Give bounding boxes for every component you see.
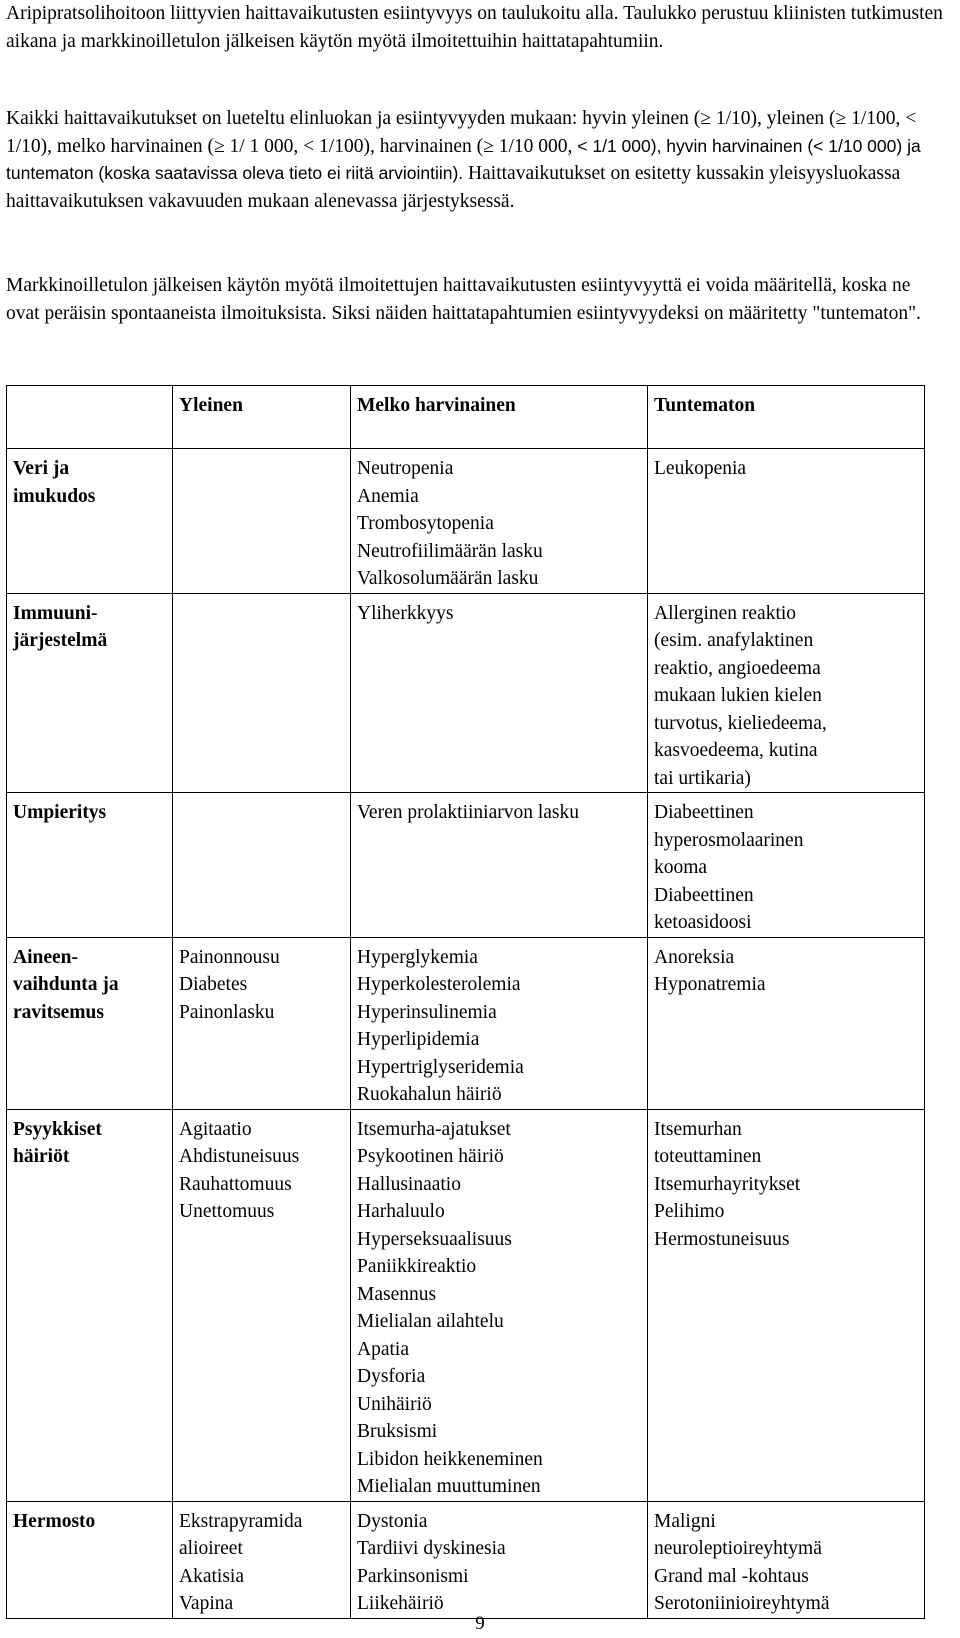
frequency-definitions: Kaikki haittavaikutukset on lueteltu elinluokan ja esiintyvyyden mukaan: hyvin yleinen (≥ 1/10), yleinen (≥ 1/100, < 1/10), melko harvinainen (≥ 1/ 1 000, < 1/100), harvinainen (≥ 1/10 000, <box>6 108 917 157</box>
table-row <box>7 1109 925 1501</box>
organ-class-label: Immuuni- <box>13 602 98 624</box>
reaction-item: Hyponatremia <box>654 974 766 995</box>
table-header-row <box>7 386 925 449</box>
frequency-definitions-continued: < 1/1 000), hyvin harvinainen (< 1/10 000) ja tuntematon (koska saatavissa oleva tieto ei riitä arviointiin). <box>6 135 921 183</box>
adverse-reactions-table <box>6 385 925 1619</box>
header-uncommon: Melko harvinainen <box>351 386 648 449</box>
reaction-item: Dysforia <box>357 1366 426 1387</box>
organ-class-cell <box>7 593 173 793</box>
reaction-item: Psykootinen häiriö <box>357 1146 504 1167</box>
organ-class-label: ravitsemus <box>13 1001 104 1023</box>
reaction-item: Masennus <box>357 1283 437 1305</box>
reaction-item: Diabeettinen <box>654 884 754 906</box>
common-cell <box>173 593 351 793</box>
reaction-item: Diabetes <box>179 974 248 995</box>
page-number: 9 <box>475 1613 485 1634</box>
reaction-item: Itsemurhayritykset <box>654 1173 801 1195</box>
ordering-note: Haittavaikutukset on esitetty kussakin yleisyysluokassa haittavaikutuksen vakavuuden mukaan alenevassa järjestyksessä. <box>6 163 901 212</box>
reaction-item: (esim. anafylaktinen <box>654 630 814 651</box>
common-cell <box>173 793 351 938</box>
unknown-cell <box>648 1501 925 1618</box>
reaction-item: Anoreksia <box>654 946 735 968</box>
reaction-item: hyperosmolaarinen <box>654 829 804 851</box>
uncommon-cell <box>351 1109 648 1501</box>
reaction-item: neuroleptioireyhtymä <box>654 1538 822 1559</box>
organ-class-label: Aineen- <box>13 946 78 968</box>
reaction-item: Neutropenia <box>357 458 454 479</box>
reaction-item: Leukopenia <box>654 458 747 479</box>
reaction-item: Tardiivi dyskinesia <box>357 1538 506 1559</box>
reaction-item: Ekstrapyramida <box>179 1510 303 1532</box>
reaction-item: Diabeettinen <box>654 802 754 823</box>
reaction-item: Akatisia <box>179 1565 244 1587</box>
reaction-item: mukaan lukien kielen <box>654 685 822 706</box>
reaction-item: Allerginen reaktio <box>654 602 797 624</box>
unknown-cell <box>648 449 925 594</box>
table-row <box>7 937 925 1109</box>
reaction-item: Unihäiriö <box>357 1393 432 1415</box>
reaction-item: Maligni <box>654 1510 716 1532</box>
organ-class-cell <box>7 1109 173 1501</box>
table-row <box>7 1501 925 1618</box>
table-row <box>7 593 925 793</box>
reaction-item: Ahdistuneisuus <box>179 1146 300 1167</box>
postmarketing-paragraph: Markkinoilletulon jälkeisen käytön myötä ilmoitettujen haittavaikutusten esiintyvyyttä ei voida määritellä, koska ne ovat peräisin spontaaneista ilmoituksista. Siksi näiden haittatapahtumien esiintyvyydeksi on määritetty "tuntematon". <box>6 275 921 324</box>
uncommon-cell <box>351 449 648 594</box>
organ-class-label: järjestelmä <box>13 630 108 651</box>
reaction-item: kooma <box>654 857 708 878</box>
reaction-item: Painonnousu <box>179 946 280 968</box>
reaction-item: turvotus, kieliedeema, <box>654 712 827 734</box>
reaction-item: Apatia <box>357 1338 409 1360</box>
reaction-item: Parkinsonismi <box>357 1565 469 1587</box>
table-row <box>7 449 925 594</box>
reaction-item: Dystonia <box>357 1510 428 1532</box>
reaction-item: Hyperkolesterolemia <box>357 974 521 995</box>
reaction-item: Itsemurha-ajatukset <box>357 1118 511 1140</box>
organ-class-cell <box>7 937 173 1109</box>
reaction-item: Rauhattomuus <box>179 1173 292 1195</box>
organ-class-cell <box>7 793 173 938</box>
uncommon-cell <box>351 593 648 793</box>
common-cell <box>173 1501 351 1618</box>
reaction-item: Pelihimo <box>654 1201 725 1222</box>
reaction-item: Hyperinsulinemia <box>357 1001 497 1023</box>
organ-class-label: Veri ja <box>13 458 70 479</box>
reaction-item: Hermostuneisuus <box>654 1228 790 1250</box>
reaction-item: toteuttaminen <box>654 1146 762 1167</box>
reaction-item: Veren prolaktiiniarvon lasku <box>357 802 580 823</box>
uncommon-cell <box>351 1501 648 1618</box>
reaction-item: Grand mal -kohtaus <box>654 1565 809 1587</box>
reaction-item: Mielialan ailahtelu <box>357 1311 504 1332</box>
reaction-item: Neutrofiilimäärän lasku <box>357 540 543 562</box>
reaction-item: Hyperlipidemia <box>357 1029 480 1050</box>
reaction-item: Libidon heikkeneminen <box>357 1448 543 1470</box>
common-cell <box>173 1109 351 1501</box>
organ-class-label: Umpieritys <box>13 802 107 823</box>
reaction-item: Harhaluulo <box>357 1201 445 1222</box>
reaction-item: kasvoedeema, kutina <box>654 740 818 761</box>
header-unknown: Tuntematon <box>648 386 925 449</box>
common-cell <box>173 449 351 594</box>
reaction-item: reaktio, angioedeema <box>654 657 821 679</box>
reaction-item: Paniikkireaktio <box>357 1256 477 1277</box>
organ-class-cell <box>7 1501 173 1618</box>
frequency-paragraph <box>6 105 946 215</box>
reaction-item: Hyperglykemia <box>357 946 478 968</box>
header-common: Yleinen <box>173 386 351 449</box>
uncommon-cell <box>351 937 648 1109</box>
reaction-item: Unettomuus <box>179 1201 275 1222</box>
intro-paragraph: Aripipratsolihoitoon liittyvien haittavaikutusten esiintyvyys on taulukoitu alla. Taulukko perustuu kliinisten tutkimusten aikana ja markkinoilletulon jälkeisen käytön myötä ilmoitettuihin haittatapahtumiin. <box>6 3 943 52</box>
reaction-item: Serotoniinioireyhtymä <box>654 1593 830 1614</box>
unknown-cell <box>648 793 925 938</box>
reaction-item: Liikehäiriö <box>357 1593 444 1614</box>
reaction-item: Itsemurhan <box>654 1118 742 1140</box>
reaction-item: Trombosytopenia <box>357 513 494 534</box>
reaction-item: Agitaatio <box>179 1118 252 1140</box>
organ-class-label: vaihdunta ja <box>13 974 119 995</box>
organ-class-cell <box>7 449 173 594</box>
reaction-item: Anemia <box>357 485 419 507</box>
organ-class-label: Hermosto <box>13 1510 96 1532</box>
reaction-item: Bruksismi <box>357 1421 438 1442</box>
reaction-item: Hallusinaatio <box>357 1173 461 1195</box>
reaction-item: tai urtikaria) <box>654 767 751 789</box>
unknown-cell <box>648 937 925 1109</box>
reaction-item: Painonlasku <box>179 1001 275 1023</box>
reaction-item: Vapina <box>179 1593 234 1614</box>
reaction-item: Valkosolumäärän lasku <box>357 568 539 589</box>
table-row <box>7 793 925 938</box>
uncommon-cell <box>351 793 648 938</box>
reaction-item: alioireet <box>179 1538 243 1559</box>
organ-class-label: Psyykkiset <box>13 1118 102 1140</box>
reaction-item: Yliherkkyys <box>357 602 454 624</box>
reaction-item: Mielialan muuttuminen <box>357 1476 541 1497</box>
reaction-item: Ruokahalun häiriö <box>357 1084 502 1105</box>
organ-class-label: häiriöt <box>13 1146 70 1167</box>
reaction-item: Hypertriglyseridemia <box>357 1056 524 1078</box>
organ-class-label: imukudos <box>13 485 96 507</box>
reaction-item: ketoasidoosi <box>654 912 752 933</box>
reaction-item: Hyperseksuaalisuus <box>357 1228 512 1250</box>
header-organ-class <box>7 386 173 449</box>
table-body <box>7 449 925 1619</box>
unknown-cell <box>648 1109 925 1501</box>
unknown-cell <box>648 593 925 793</box>
common-cell <box>173 937 351 1109</box>
